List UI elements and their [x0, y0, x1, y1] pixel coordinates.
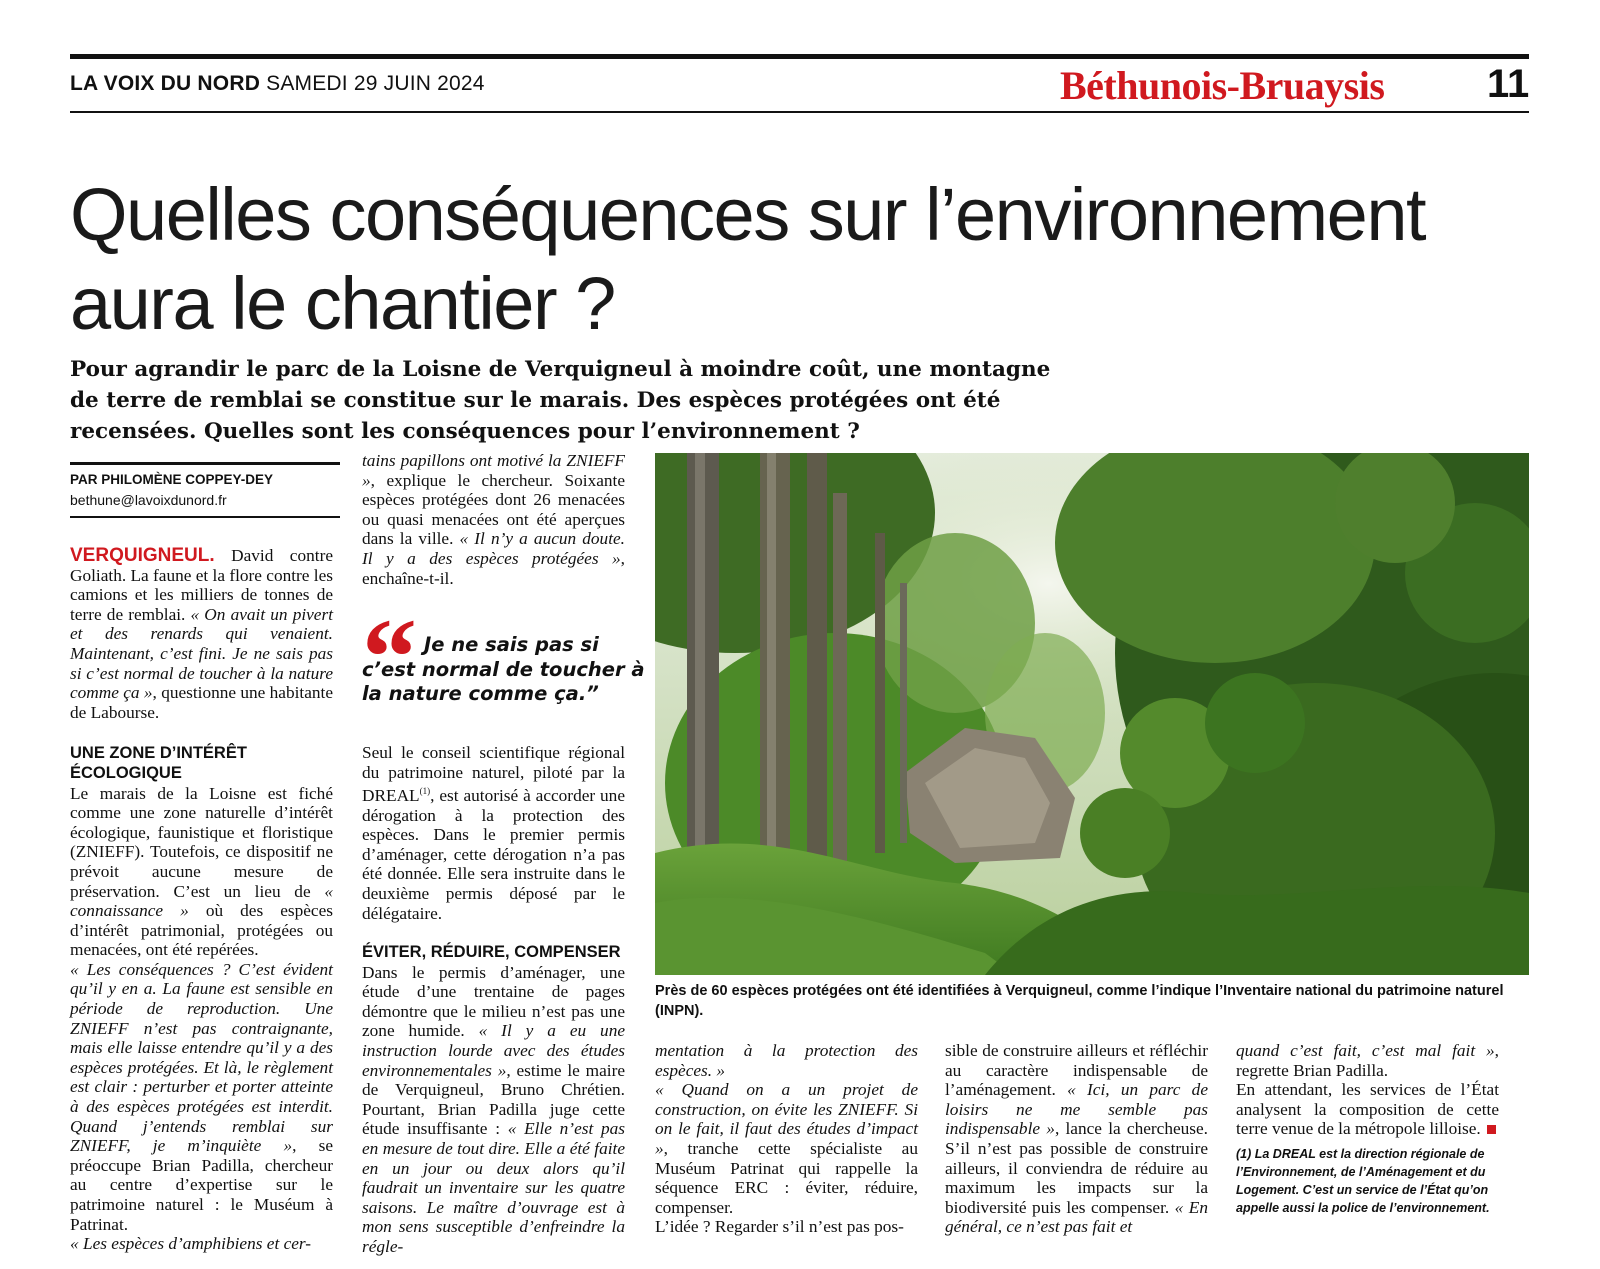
quote: « Les espèces d’amphibiens et cer- — [70, 1234, 312, 1254]
text: En attendant, les services de l’État analysent la composition de cette terre venue de la métropole lilloise. — [1236, 1080, 1499, 1139]
quote: « Ici, un parc de loisirs ne me semble pas indispensable » — [945, 1080, 1208, 1139]
text: , questionne une habitante de Labourse. — [70, 683, 333, 722]
photo-caption: Près de 60 espèces protégées ont été identifiées à Verquigneul, comme l’indique l’Inventaire national du patrimoine naturel (INPN). — [655, 983, 1504, 1019]
paper-name: LA VOIX DU NORD — [70, 72, 261, 95]
column-1 — [70, 546, 333, 1254]
byline-rule-bottom — [70, 516, 340, 518]
subheading: ÉVITER, RÉDUIRE, COMPENSER — [362, 943, 621, 962]
text: , explique le chercheur. Soixante espèces protégées dont 26 menacées ou quasi menacées ont été aperçues dans la ville. — [362, 470, 625, 549]
author-email[interactable]: bethune@lavoixdunord.fr — [70, 492, 227, 508]
paragraph — [70, 960, 333, 1234]
quote: « Elle n’est pas en mesure de tout dire. Elle a été faite en un jour ou deux alors qu’il faudrait un inventaire sur les quatre saisons. Le maître d’ouvrage est à mon sens susceptible d’enfreindre la régle- — [362, 1119, 625, 1257]
footnote: (1) La DREAL est la direction régionale de l’Environnement, de l’Aménagement et du Logement. C’est un service de l’État qu’on appelle aussi la police de l’environnement. — [1236, 1146, 1490, 1215]
text: David contre Goliath. La faune et la flore contre les camions et les milliers de tonnes de terre de remblai. — [70, 546, 333, 624]
byline-rule-top — [70, 462, 340, 465]
paragraph — [70, 546, 333, 722]
quote-mark-icon: “ — [362, 596, 417, 718]
headline: Quelles conséquences sur l’environnement aura le chantier ? — [70, 173, 1426, 345]
masthead-top-rule — [70, 54, 1529, 59]
quote: mentation à la protection des espèces. » — [655, 1041, 918, 1080]
text: Seul le conseil scientifique régional du patrimoine naturel, piloté par la DREAL — [362, 743, 625, 805]
pull-quote: Je ne sais pas si c’est normal de toucher à la nature comme ça.” — [362, 633, 645, 705]
paper-date: SAMEDI 29 JUIN 2024 — [266, 72, 485, 95]
paragraph — [362, 743, 625, 923]
quote: « Il y a eu une instruction lourde avec des études environnementales » — [362, 1021, 625, 1080]
column-5 — [1236, 1041, 1499, 1217]
masthead-bottom-rule — [70, 111, 1529, 113]
text: , se préoccupe Brian Padilla, chercheur au centre d’expertise sur le patrimoine naturel : le Muséum à Patrinat. — [70, 1136, 333, 1234]
column-3 — [655, 1041, 918, 1237]
paragraph — [70, 784, 333, 960]
quote: « On avait un pivert et des renards qui venaient. Maintenant, c’est fini. Je ne sais pas si c’est normal de toucher à la nature comme ça » — [70, 604, 334, 703]
quote: tains papillons ont motivé la ZNIEFF » — [362, 451, 625, 490]
text: sible de construire ailleurs et réfléchir au caractère indispensable de l’aménagement. — [945, 1041, 1208, 1100]
text: , regrette Brian Padilla. — [1236, 1041, 1499, 1080]
paragraph — [362, 963, 625, 1257]
quote: quand c’est fait, c’est mal fait » — [1236, 1041, 1495, 1060]
masthead-paper — [70, 72, 485, 96]
text: , enchaîne-t-il. — [362, 548, 625, 588]
lead-place: VERQUIGNEUL. — [70, 545, 215, 566]
end-mark-icon — [1487, 1125, 1496, 1134]
quote: « connaissance » — [70, 881, 333, 921]
chapo: Pour agrandir le parc de la Loisne de Verquigneul à moindre coût, une montagne de terre de remblai se constitue sur le marais. Des espèces protégées ont été recensées. Quelles sont les conséquences pour l’environnement ? — [70, 357, 1051, 444]
column-2-continued — [362, 743, 625, 1257]
quote: « Les conséquences ? C’est évident qu’il y en a. La faune est sensible en période de reproduction. Une ZNIEFF n’est pas contraignante, mais elle laisse entendre qu’il y a des espèces protégées. Et là, le règlement est clair : perturber et porter atteinte à des espèces protégées est interdit. Quand j’entends remblai sur ZNIEFF, je m’inquiète » — [70, 959, 333, 1156]
paragraph — [655, 1080, 918, 1217]
paragraph — [1236, 1041, 1499, 1080]
quote: « En général, ce n’est pas fait et — [945, 1197, 1208, 1237]
footnote-ref: (1) — [419, 786, 431, 797]
paragraph — [655, 1217, 918, 1237]
quote: « Il n’y a aucun doute. Il y a des espèces protégées » — [362, 529, 625, 568]
paragraph — [1236, 1080, 1499, 1139]
text: , estime le maire de Verquigneul, Bruno Chrétien. Pourtant, Brian Padilla juge cette étude insuffisante : — [362, 1060, 625, 1139]
quote: « Quand on a un projet de construction, on évite les ZNIEFF. Si on le fait, il faut des études d’impact » — [655, 1080, 918, 1158]
forest-photo — [655, 453, 1529, 975]
page-number: 11 — [1487, 62, 1530, 106]
paragraph — [70, 1234, 333, 1254]
text: Dans le permis d’aménager, une étude d’une trentaine de pages démontre que le milieu n’est pas une zone humide. — [362, 962, 625, 1041]
text: où des espèces d’intérêt patrimonial, protégées ou menacées, ont été repérées. — [70, 901, 333, 960]
text: L’idée ? Regarder s’il n’est pas pos- — [655, 1217, 904, 1237]
subheading: UNE ZONE D’INTÉRÊT ÉCOLOGIQUE — [70, 744, 247, 782]
paragraph — [362, 451, 625, 588]
text: , lance la chercheuse. S’il n’est pas possible de construire ailleurs, il conviendra de réduire au maximum les impacts sur la biodiversité puis les compenser. — [945, 1119, 1209, 1217]
paragraph — [945, 1041, 1208, 1237]
text: , est autorisé à accorder une dérogation à la protection des espèces. Dans le premier permis d’aménager, cette dérogation n’a pas été donnée. Elle sera instruite dans le deuxième permis déposé par le délégataire. — [362, 785, 625, 923]
column-4 — [945, 1041, 1208, 1237]
text: , tranche cette spécialiste au Muséum Patrinat qui rappelle la séquence ERC : éviter, réduire, compenser. — [655, 1138, 918, 1217]
article-photo — [655, 453, 1529, 975]
section-title: Béthunois-Bruaysis — [1060, 63, 1385, 108]
column-2 — [362, 451, 625, 588]
text: Le marais de la Loisne est fiché comme une zone naturelle d’intérêt écologique, faunistique et floristique (ZNIEFF). Toutefois, ce dispositif ne prévoit aucune mesure de préservation. C’est un lieu de — [70, 783, 333, 901]
paragraph — [655, 1041, 918, 1080]
byline: PAR PHILOMÈNE COPPEY-DEY — [70, 472, 274, 487]
